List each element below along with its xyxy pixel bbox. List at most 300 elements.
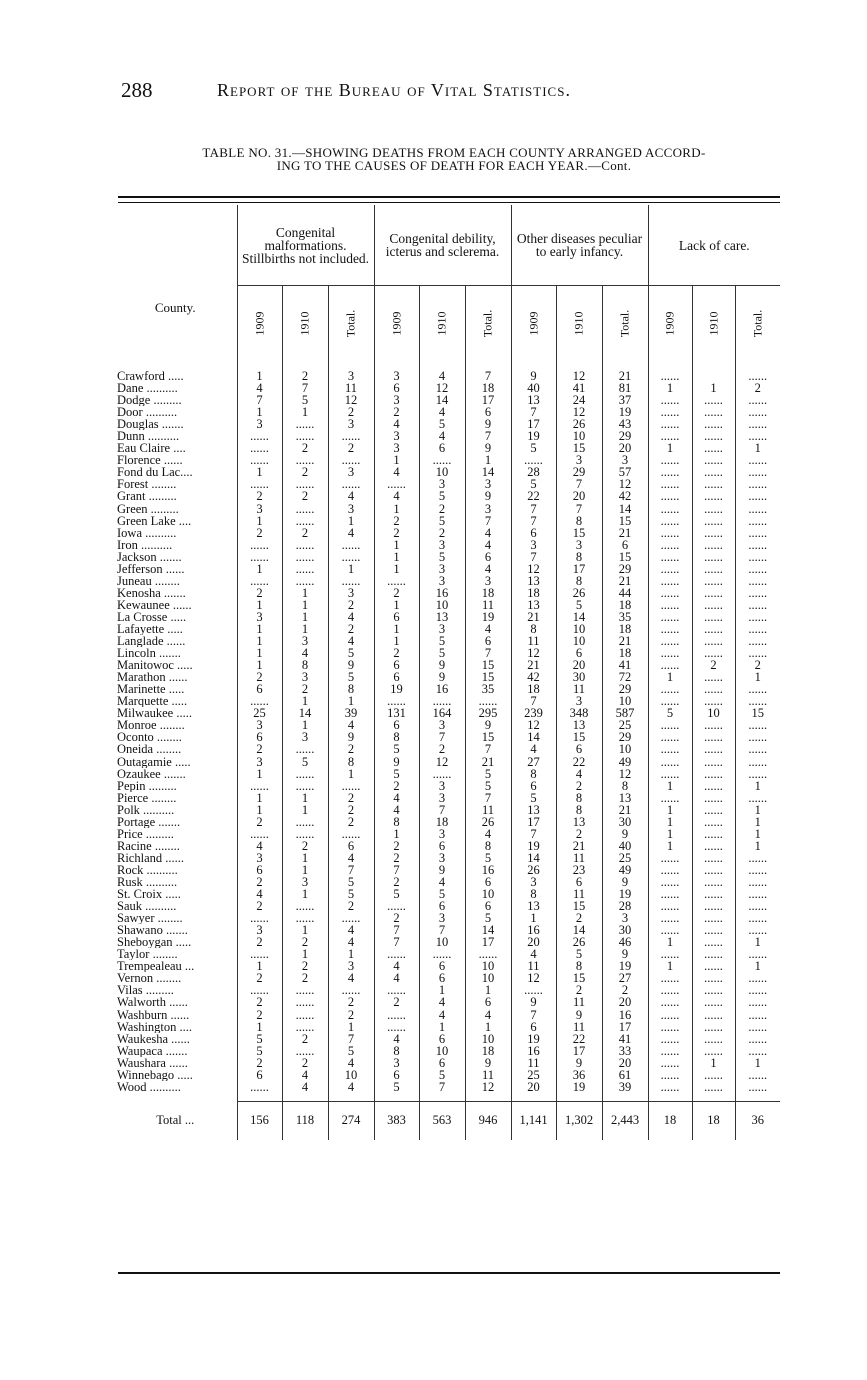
table-cell: ...... [692, 539, 735, 551]
table-cell: ...... [282, 900, 328, 912]
table-cell: ...... [374, 900, 419, 912]
table-cell: 7 [511, 515, 556, 527]
table-cell: 8 [465, 840, 511, 852]
table-cell: ...... [648, 527, 692, 539]
table-cell: 15 [556, 731, 602, 743]
table-cell: ...... [648, 539, 692, 551]
table-cell: 2 [374, 876, 419, 888]
table-cell: ...... [735, 478, 780, 490]
table-cell: 7 [465, 515, 511, 527]
table-cell: 1 [237, 623, 282, 635]
table-cell: 11 [511, 635, 556, 647]
table-cell: 239 [511, 707, 556, 719]
table-cell: ...... [692, 864, 735, 876]
table-cell: 9 [556, 1008, 602, 1020]
county-name: Portage ....... [117, 815, 181, 828]
table-cell: 30 [602, 924, 648, 936]
table-cell: 7 [374, 936, 419, 948]
table-cell: 3 [419, 478, 465, 490]
table-cell: ...... [465, 695, 511, 707]
table-cell: ...... [735, 1069, 780, 1081]
table-row [114, 804, 780, 816]
table-cell: 17 [556, 563, 602, 575]
table-cell: ...... [735, 912, 780, 924]
table-cell: 1 [282, 719, 328, 731]
table-cell: 5 [374, 888, 419, 900]
table-cell: 18 [419, 816, 465, 828]
table-cell: ...... [648, 864, 692, 876]
county-name: Milwaukee ..... [117, 707, 192, 720]
table-cell: 6 [465, 635, 511, 647]
table-cell: ...... [374, 575, 419, 587]
table-cell: 2 [374, 912, 419, 924]
table-cell: 3 [328, 960, 374, 972]
table-cell: 19 [602, 406, 648, 418]
table-cell: 4 [374, 490, 419, 502]
table-cell: ...... [648, 900, 692, 912]
table-cell: 11 [511, 1057, 556, 1069]
table-cell: 4 [328, 936, 374, 948]
table-cell: ...... [648, 972, 692, 984]
year-header-cell [602, 286, 648, 361]
table-cell: ...... [692, 503, 735, 515]
table-cell: 57 [602, 466, 648, 478]
table-cell: 5 [556, 599, 602, 611]
table-cell: 12 [328, 394, 374, 406]
table-cell: ...... [692, 527, 735, 539]
table-cell: 2 [282, 370, 328, 382]
table-cell: 17 [465, 394, 511, 406]
table-cell: 10 [556, 430, 602, 442]
table-cell: 6 [419, 1057, 465, 1069]
group-header-lack-of-care: Lack of care. [648, 205, 780, 286]
table-cell: 5 [419, 515, 465, 527]
county-name: Sauk .......... [117, 900, 177, 913]
table-cell: 5 [237, 1045, 282, 1057]
table-cell: ...... [735, 1081, 780, 1093]
table-cell: 4 [465, 539, 511, 551]
table-cell: ...... [282, 780, 328, 792]
table-cell: 33 [602, 1045, 648, 1057]
table-cell: 17 [465, 936, 511, 948]
county-name: Washington .... [117, 1020, 193, 1033]
table-cell: 1 [237, 406, 282, 418]
table-cell: 12 [602, 478, 648, 490]
table-cell: 131 [374, 707, 419, 719]
county-name: Ozaukee ....... [117, 767, 186, 780]
table-cell: ...... [735, 454, 780, 466]
year-header-label: 1909 [526, 311, 541, 335]
table-cell: 29 [602, 430, 648, 442]
table-cell: ...... [648, 1045, 692, 1057]
table-cell: ...... [692, 948, 735, 960]
table-cell: 4 [328, 972, 374, 984]
table-cell: 2 [735, 382, 780, 394]
table-cell: ...... [648, 370, 692, 382]
table-cell: 15 [556, 900, 602, 912]
table-cell: 10 [465, 972, 511, 984]
table-cell: 10 [419, 936, 465, 948]
county-name: Price ......... [117, 827, 174, 840]
table-cell: 6 [511, 780, 556, 792]
table-cell: ...... [648, 1057, 692, 1069]
table-cell: 9 [511, 996, 556, 1008]
table-cell: 11 [556, 1021, 602, 1033]
table-cell: 3 [237, 852, 282, 864]
table-cell: 5 [465, 912, 511, 924]
table-cell: 5 [419, 888, 465, 900]
table-cell: ...... [692, 888, 735, 900]
table-cell: ...... [374, 984, 419, 996]
table-cell: 2 [237, 527, 282, 539]
table-cell: ...... [692, 1033, 735, 1045]
county-name: La Crosse ..... [117, 610, 187, 623]
table-cell: ...... [328, 551, 374, 563]
table-cell: ...... [648, 551, 692, 563]
table-cell: 19 [602, 960, 648, 972]
spacer-cell [465, 1093, 511, 1102]
table-cell: 3 [237, 611, 282, 623]
table-cell: 7 [465, 743, 511, 755]
table-cell: 5 [419, 1069, 465, 1081]
table-cell: 1 [465, 984, 511, 996]
table-cell: 4 [465, 623, 511, 635]
table-cell: 4 [237, 840, 282, 852]
table-cell: ...... [419, 948, 465, 960]
table-cell: 12 [511, 972, 556, 984]
table-cell: 1 [282, 924, 328, 936]
table-cell: 9 [602, 828, 648, 840]
table-cell: 2 [328, 406, 374, 418]
table-cell: ...... [692, 900, 735, 912]
table-cell: ...... [692, 418, 735, 430]
table-cell: 8 [556, 515, 602, 527]
table-cell: ...... [735, 515, 780, 527]
table-cell: 1 [374, 623, 419, 635]
spacer-cell [556, 1093, 602, 1102]
table-cell: 2 [374, 527, 419, 539]
table-cell: 1 [282, 864, 328, 876]
table-cell: 44 [602, 587, 648, 599]
table-cell: 9 [602, 948, 648, 960]
table-cell: ...... [648, 984, 692, 996]
table-cell: 25 [602, 852, 648, 864]
table-cell: 10 [556, 635, 602, 647]
table-cell: ...... [648, 756, 692, 768]
table-cell: 2 [237, 996, 282, 1008]
table-cell: 4 [328, 852, 374, 864]
table-cell: ...... [692, 466, 735, 478]
table-cell: 5 [511, 442, 556, 454]
table-cell: ...... [692, 394, 735, 406]
county-name: Forest ........ [117, 478, 177, 491]
table-cell: 2 [237, 972, 282, 984]
table-cell: 7 [465, 430, 511, 442]
table-cell: 16 [419, 587, 465, 599]
county-name: Iron .......... [117, 538, 173, 551]
county-name: Jackson ....... [117, 550, 182, 563]
table-cell: 3 [374, 370, 419, 382]
top-rule-thin [118, 202, 780, 203]
spacer-cell [282, 1093, 328, 1102]
table-cell: 17 [556, 1045, 602, 1057]
table-cell: ...... [692, 731, 735, 743]
table-cell: 2 [282, 466, 328, 478]
table-cell: ...... [735, 551, 780, 563]
table-cell: 5 [374, 743, 419, 755]
table-cell: 21 [602, 575, 648, 587]
table-cell: 29 [556, 466, 602, 478]
table-cell: ...... [237, 828, 282, 840]
table-cell: 12 [465, 1081, 511, 1093]
table-cell: 15 [465, 671, 511, 683]
county-name: Lincoln ....... [117, 647, 181, 660]
table-cell: ...... [692, 828, 735, 840]
table-cell: 21 [511, 611, 556, 623]
table-cell: 12 [556, 406, 602, 418]
table-cell: 7 [374, 864, 419, 876]
table-row [114, 527, 780, 539]
table-cell: ...... [282, 768, 328, 780]
county-name: Dunn .......... [117, 430, 180, 443]
table-cell: 6 [419, 972, 465, 984]
table-cell: 1 [735, 804, 780, 816]
table-row [114, 948, 780, 960]
table-cell: 4 [511, 948, 556, 960]
table-cell: 10 [692, 707, 735, 719]
table-cell: 3 [465, 575, 511, 587]
table-cell: ...... [735, 599, 780, 611]
table-cell: 20 [602, 442, 648, 454]
table-cell: ...... [237, 551, 282, 563]
table-cell: ...... [735, 756, 780, 768]
table-cell: ...... [735, 996, 780, 1008]
table-cell: ...... [692, 936, 735, 948]
table-cell: 5 [282, 394, 328, 406]
table-cell: ...... [237, 430, 282, 442]
table-cell: 3 [237, 719, 282, 731]
table-cell: 8 [556, 551, 602, 563]
table-cell: 7 [237, 394, 282, 406]
table-cell: 6 [419, 442, 465, 454]
total-cell: 2,443 [602, 1101, 648, 1140]
table-cell: 17 [602, 1021, 648, 1033]
table-cell: 2 [374, 996, 419, 1008]
table-cell: ...... [735, 972, 780, 984]
table-cell: 1 [692, 1057, 735, 1069]
table-cell: ...... [735, 503, 780, 515]
table-row [114, 731, 780, 743]
year-header-label: Total. [750, 309, 765, 337]
table-cell: ...... [648, 406, 692, 418]
table-cell: 22 [556, 756, 602, 768]
spacer-cell [692, 1093, 735, 1102]
county-name: Vernon ........ [117, 972, 182, 985]
table-cell: 12 [419, 382, 465, 394]
table-row [114, 780, 780, 792]
table-cell: 6 [511, 1021, 556, 1033]
table-cell: 3 [419, 852, 465, 864]
table-cell: ...... [692, 792, 735, 804]
table-cell: 3 [328, 503, 374, 515]
table-cell: 14 [282, 707, 328, 719]
table-cell: 3 [556, 454, 602, 466]
table-cell: ...... [692, 490, 735, 502]
table-cell: 1 [282, 695, 328, 707]
table-cell: 6 [237, 683, 282, 695]
table-cell: 81 [602, 382, 648, 394]
county-name: Florence ...... [117, 454, 183, 467]
county-name: Waukesha ...... [117, 1032, 190, 1045]
county-name: Walworth ...... [117, 996, 188, 1009]
table-cell: ...... [692, 924, 735, 936]
table-cell: 49 [602, 864, 648, 876]
table-row [114, 816, 780, 828]
table-cell: 3 [511, 876, 556, 888]
table-cell: 4 [511, 743, 556, 755]
table-cell: 11 [465, 804, 511, 816]
table-cell: ...... [735, 1021, 780, 1033]
table-cell: 4 [328, 924, 374, 936]
year-header-label: 1910 [706, 311, 721, 335]
table-cell: 6 [419, 1033, 465, 1045]
county-name: Lafayette ..... [117, 622, 183, 636]
table-cell: 1 [328, 1021, 374, 1033]
table-cell: 12 [419, 756, 465, 768]
table-cell: 3 [419, 563, 465, 575]
table-cell: ...... [735, 563, 780, 575]
table-cell: 18 [602, 623, 648, 635]
table-cell: ...... [648, 1069, 692, 1081]
table-cell: ...... [735, 924, 780, 936]
table-cell: 2 [419, 527, 465, 539]
table-cell: 28 [511, 466, 556, 478]
county-name: Marinette ..... [117, 683, 185, 696]
table-cell: 1 [735, 442, 780, 454]
table-cell: 49 [602, 756, 648, 768]
table-cell: ...... [282, 1008, 328, 1020]
table-cell: 1 [419, 984, 465, 996]
table-cell: ...... [692, 840, 735, 852]
county-name: Washburn ...... [117, 1008, 190, 1021]
table-cell: 1 [374, 551, 419, 563]
table-row [114, 876, 780, 888]
table-cell: 40 [602, 840, 648, 852]
table-cell: 7 [511, 828, 556, 840]
table-row [114, 1033, 780, 1045]
table-cell: ...... [692, 1008, 735, 1020]
table-cell: 12 [511, 563, 556, 575]
table-cell: 2 [237, 671, 282, 683]
county-name: Dane .......... [117, 382, 178, 395]
table-cell: ...... [692, 587, 735, 599]
table-row [114, 563, 780, 575]
table-cell: 6 [374, 382, 419, 394]
table-cell: 39 [602, 1081, 648, 1093]
table-cell: 5 [374, 768, 419, 780]
table-cell: 3 [419, 780, 465, 792]
county-name: Waushara ...... [117, 1056, 188, 1069]
table-cell: ...... [282, 1045, 328, 1057]
table-cell: 1 [465, 454, 511, 466]
table-cell: 10 [465, 960, 511, 972]
table-cell: 19 [374, 683, 419, 695]
table-cell: 6 [374, 1069, 419, 1081]
table-cell: 21 [556, 840, 602, 852]
table-cell: 1 [282, 599, 328, 611]
table-cell: 2 [374, 515, 419, 527]
table-cell: ...... [735, 490, 780, 502]
table-cell: ...... [692, 960, 735, 972]
table-cell: ...... [692, 996, 735, 1008]
table-cell: 5 [282, 756, 328, 768]
table-cell: ...... [237, 912, 282, 924]
county-name: Langlade ...... [117, 635, 186, 648]
table-cell: ...... [735, 719, 780, 731]
table-cell: ...... [692, 575, 735, 587]
table-cell: 24 [556, 394, 602, 406]
table-cell: ...... [692, 478, 735, 490]
table-cell: 5 [465, 852, 511, 864]
table-cell: 9 [511, 370, 556, 382]
table-cell: 4 [282, 1069, 328, 1081]
table-row [114, 430, 780, 442]
table-cell: 8 [556, 960, 602, 972]
table-cell: 21 [602, 804, 648, 816]
table-cell: ...... [237, 948, 282, 960]
total-cell: 383 [374, 1101, 419, 1140]
table-cell: 4 [237, 888, 282, 900]
table-cell: 3 [282, 731, 328, 743]
table-cell: 22 [511, 490, 556, 502]
table-cell: 12 [556, 370, 602, 382]
table-cell: 13 [602, 792, 648, 804]
table-cell: 20 [602, 1057, 648, 1069]
table-cell: ...... [735, 792, 780, 804]
table-row [114, 1081, 780, 1093]
county-name: Winnebago ..... [117, 1068, 193, 1081]
county-name: Oneida ........ [117, 743, 182, 756]
table-cell: 42 [602, 490, 648, 502]
table-cell: 12 [602, 768, 648, 780]
table-cell: 3 [419, 912, 465, 924]
table-cell: 3 [374, 394, 419, 406]
table-cell: 7 [282, 382, 328, 394]
table-cell: ...... [692, 756, 735, 768]
table-cell: ...... [648, 611, 692, 623]
table-cell: 1 [328, 948, 374, 960]
table-cell: 4 [374, 804, 419, 816]
county-name: Green ......... [117, 502, 179, 515]
table-cell: 3 [419, 792, 465, 804]
table-cell: ...... [735, 587, 780, 599]
table-cell: 164 [419, 707, 465, 719]
total-cell: 156 [237, 1101, 282, 1140]
table-cell: 9 [419, 671, 465, 683]
table-cell: ...... [374, 695, 419, 707]
table-cell: 21 [465, 756, 511, 768]
table-cell: 10 [602, 695, 648, 707]
table-cell: ...... [692, 876, 735, 888]
table-cell: ...... [692, 647, 735, 659]
table-cell: ...... [374, 1008, 419, 1020]
table-cell: 4 [556, 768, 602, 780]
table-cell: 4 [374, 792, 419, 804]
table-row [114, 466, 780, 478]
table-cell: 2 [237, 1008, 282, 1020]
table-cell: 15 [556, 527, 602, 539]
table-cell: ...... [237, 1081, 282, 1093]
